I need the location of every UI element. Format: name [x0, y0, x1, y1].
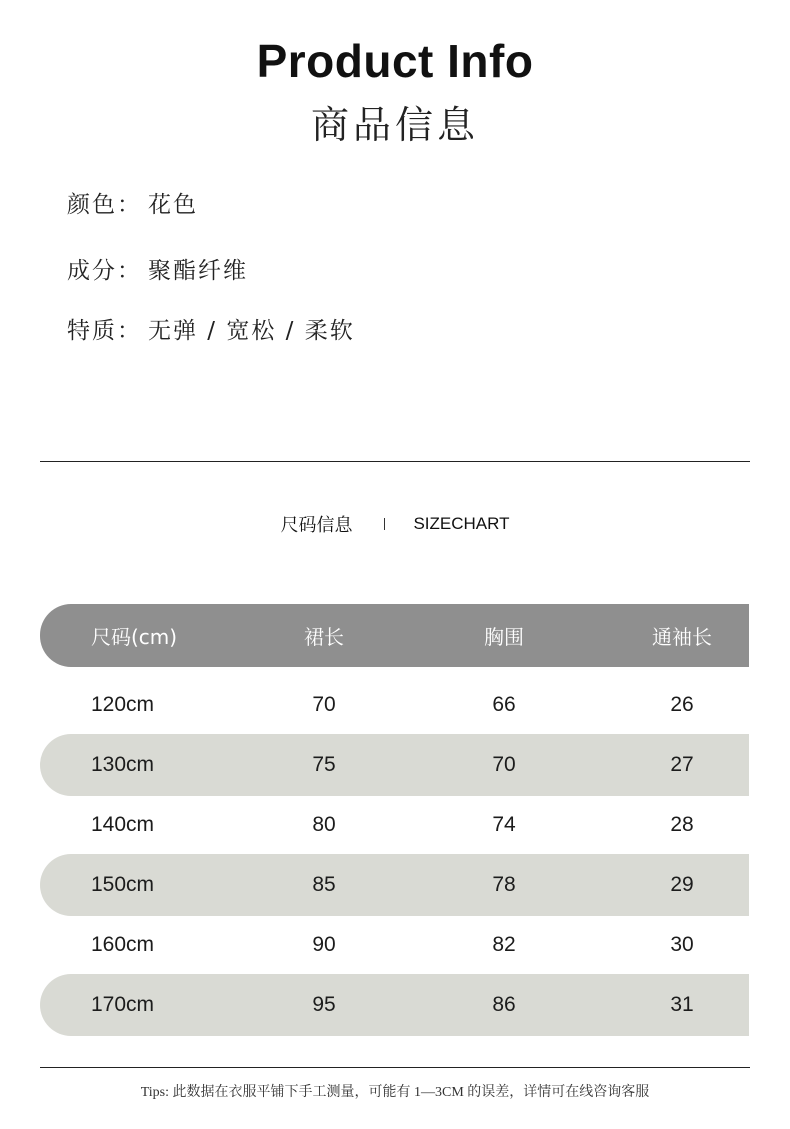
table-row — [40, 974, 749, 1036]
dress-length-cell: 70 — [312, 693, 336, 716]
size-table-header — [40, 604, 749, 667]
bust-cell: 66 — [492, 693, 516, 716]
dress-length-cell: 75 — [312, 753, 336, 776]
header-dress-length: 裙长 — [304, 625, 344, 649]
sleeve-length-cell: 28 — [670, 813, 694, 836]
size-section-heading — [0, 510, 790, 538]
dress-length-cell: 90 — [312, 933, 336, 956]
table-row — [40, 674, 749, 736]
attribute-color — [67, 186, 198, 219]
attribute-material — [67, 252, 248, 285]
heading-separator — [384, 518, 385, 530]
measurement-tips: Tips: 此数据在衣服平铺下手工测量，可能有 1—3CM 的误差，详情可在线咨询客服 — [140, 1085, 650, 1100]
table-row — [40, 794, 749, 856]
bust-cell: 86 — [492, 993, 516, 1016]
header-sleeve-length: 通袖长 — [652, 625, 712, 649]
attribute-value: 聚酯纤维 — [148, 258, 248, 284]
attribute-value: 无弹 / 宽松 / 柔软 — [148, 318, 355, 344]
table-row — [40, 734, 749, 796]
attribute-label: 颜色： — [67, 192, 142, 218]
page-title-cn: 商品信息 — [310, 103, 479, 147]
section-divider-bottom — [40, 1067, 750, 1068]
attribute-label: 成分： — [67, 258, 142, 284]
attribute-label: 特质： — [67, 318, 142, 344]
attribute-value: 花色 — [148, 192, 198, 218]
sleeve-length-cell: 29 — [670, 873, 694, 896]
header-bust: 胸围 — [484, 625, 524, 649]
size-cell: 130cm — [91, 753, 155, 776]
table-row — [40, 854, 749, 916]
attribute-features — [67, 312, 355, 345]
section-divider-top — [40, 461, 750, 462]
bust-cell: 74 — [492, 813, 516, 836]
sleeve-length-cell: 30 — [670, 933, 694, 956]
size-heading-cn: 尺码信息 — [280, 515, 353, 536]
dress-length-cell: 80 — [312, 813, 336, 836]
size-cell: 160cm — [91, 933, 155, 956]
header-size: 尺码(cm) — [91, 625, 178, 649]
table-row — [40, 914, 749, 976]
size-cell: 140cm — [91, 813, 155, 836]
size-heading-en: SIZECHART — [413, 514, 510, 533]
page-title-en: Product Info — [256, 35, 534, 87]
sleeve-length-cell: 31 — [670, 993, 694, 1016]
sleeve-length-cell: 27 — [670, 753, 694, 776]
bust-cell: 70 — [492, 753, 516, 776]
size-cell: 150cm — [91, 873, 155, 896]
size-cell: 170cm — [91, 993, 155, 1016]
dress-length-cell: 85 — [312, 873, 336, 896]
bust-cell: 78 — [492, 873, 516, 896]
bust-cell: 82 — [492, 933, 516, 956]
dress-length-cell: 95 — [312, 993, 336, 1016]
size-cell: 120cm — [91, 693, 155, 716]
sleeve-length-cell: 26 — [670, 693, 694, 716]
